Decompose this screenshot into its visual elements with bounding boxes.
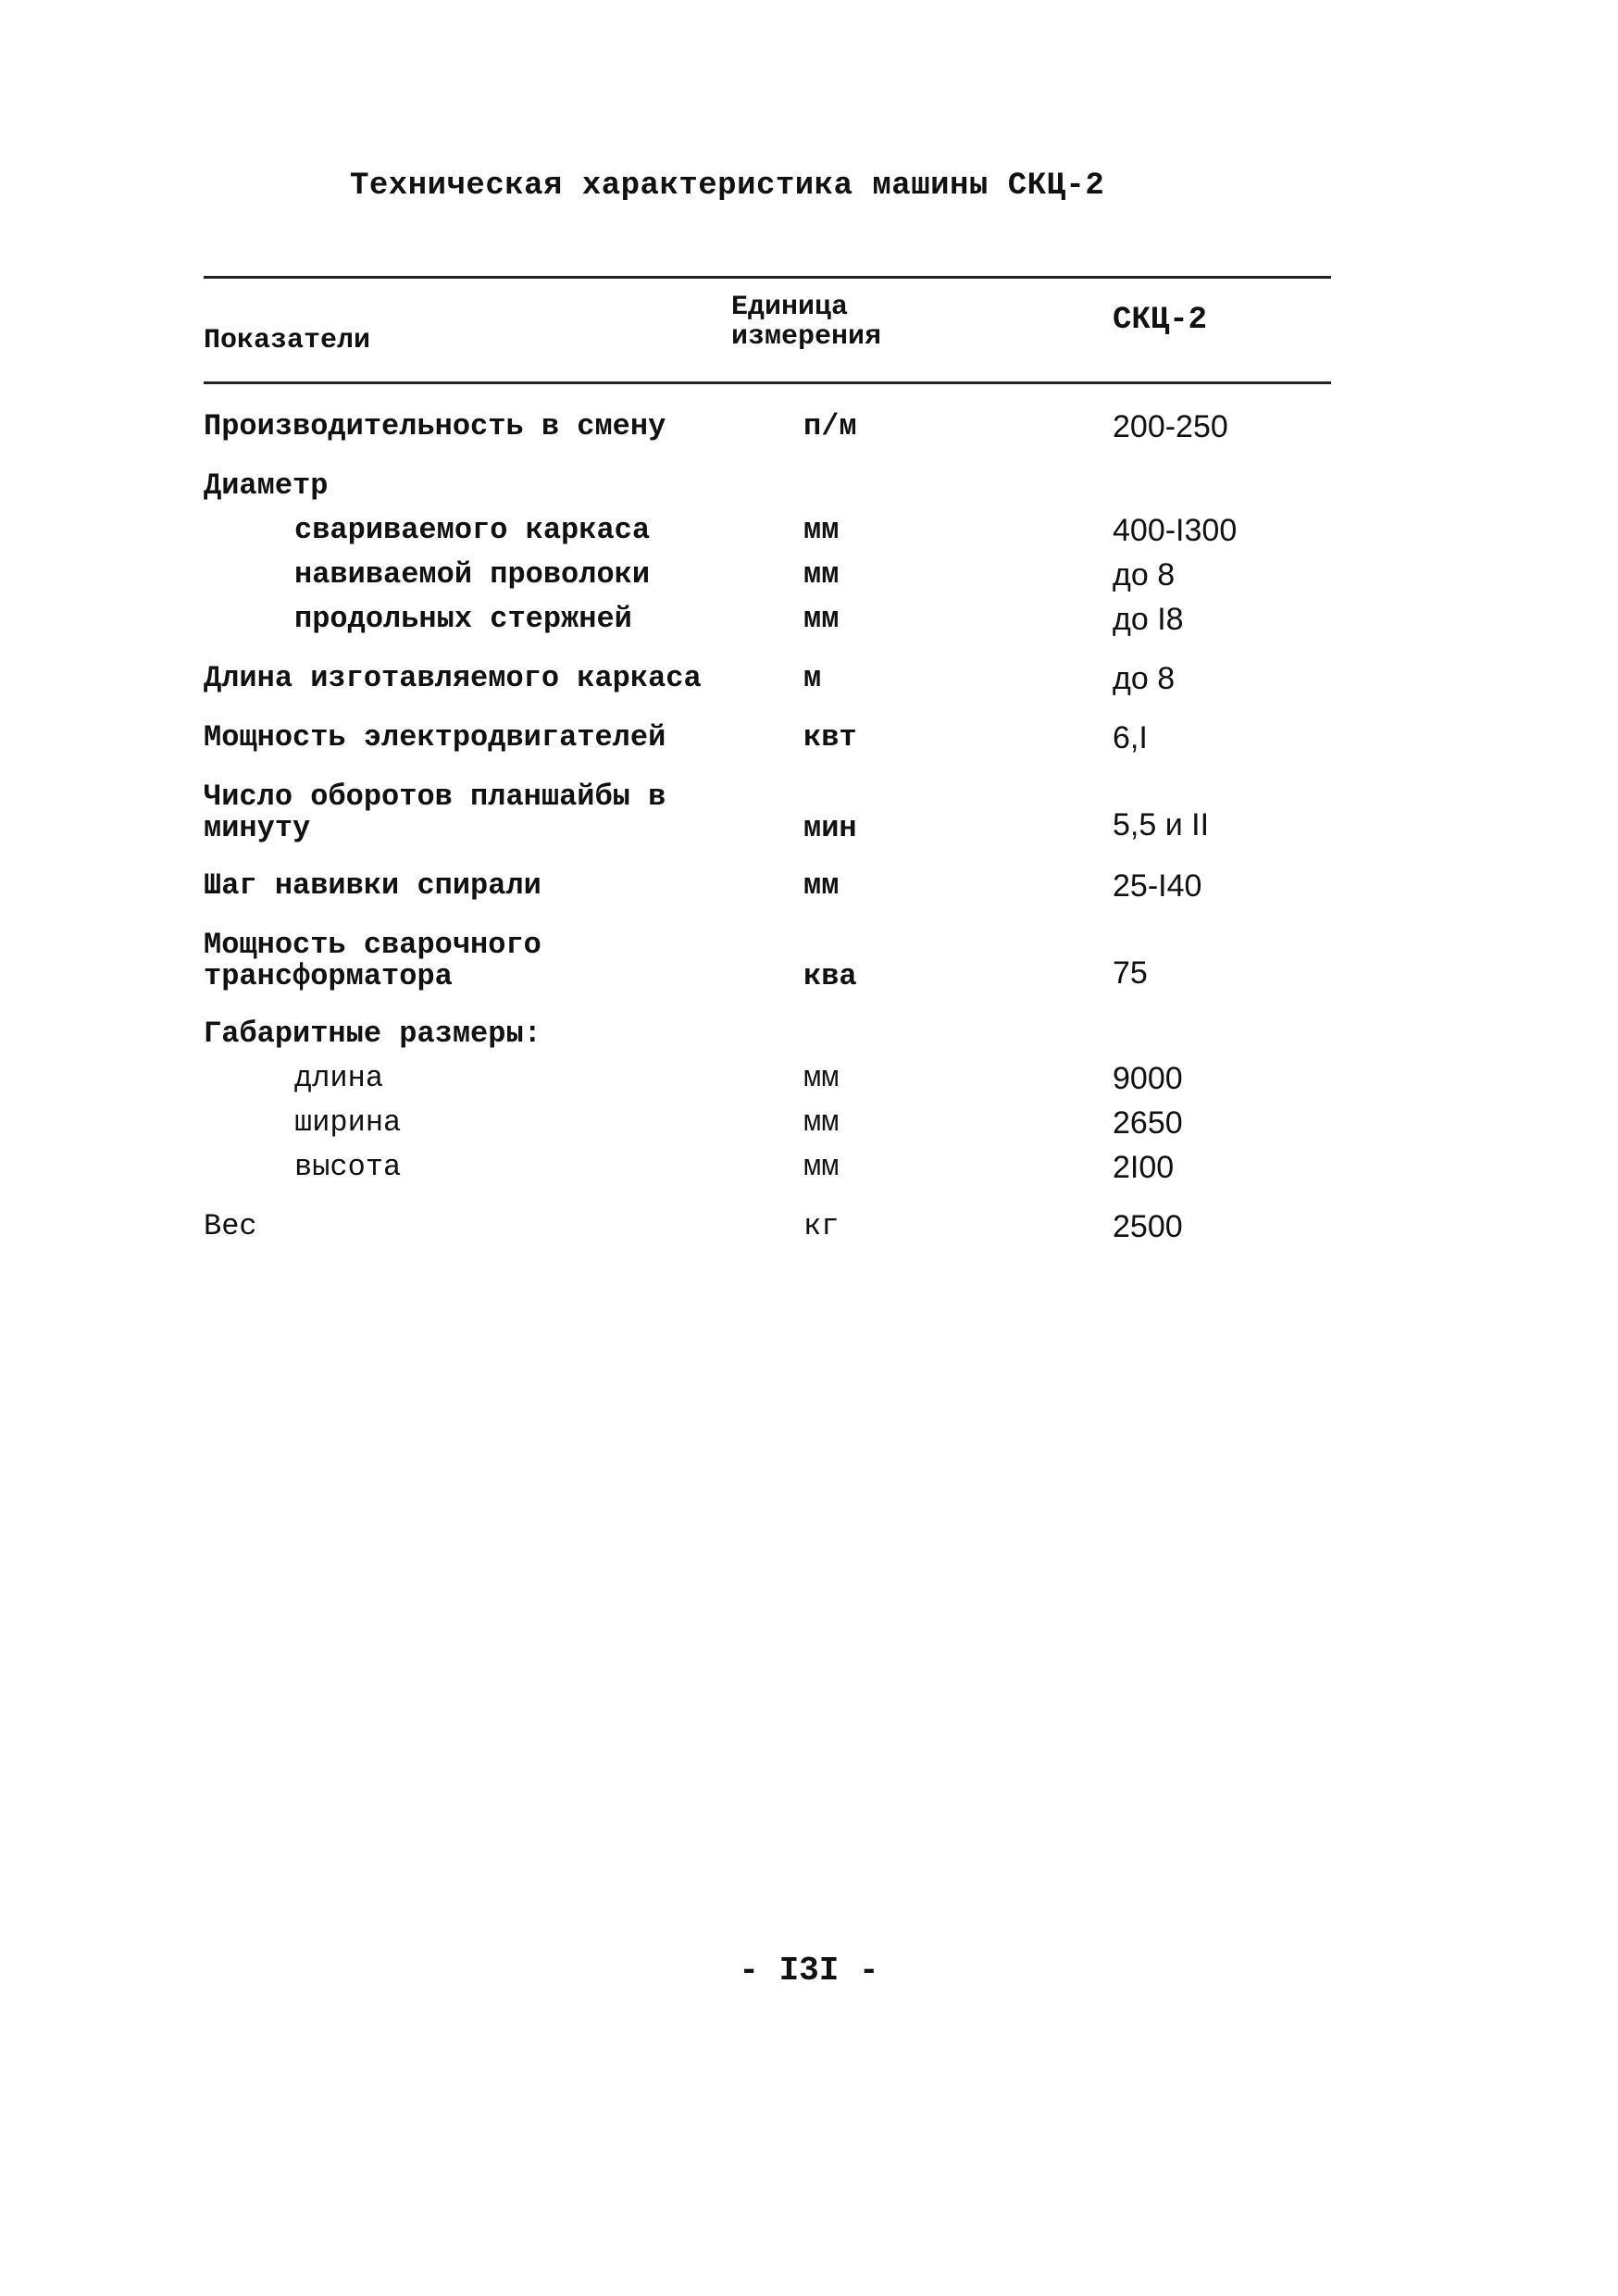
- row-unit: п/м: [803, 409, 857, 443]
- row-unit: мин: [803, 811, 857, 845]
- row-label: Мощность электродвигателей: [204, 720, 666, 755]
- row-value: 75: [1113, 955, 1148, 991]
- row-value: до 8: [1113, 661, 1176, 696]
- row-value: 6,I: [1113, 720, 1148, 755]
- row-unit: мм: [803, 557, 840, 592]
- row-unit: мм: [803, 1061, 840, 1095]
- row-label: навиваемой проволоки: [294, 557, 651, 592]
- row-value: 400-I300: [1113, 513, 1238, 548]
- row-value: 2650: [1113, 1105, 1183, 1141]
- page-number: - I3I -: [739, 1952, 879, 1990]
- header-indicators: Показатели: [204, 325, 371, 356]
- row-value: 200-250: [1113, 409, 1228, 444]
- row-label: Длина изготавляемого каркаса: [204, 661, 702, 695]
- row-unit: мм: [803, 513, 840, 547]
- row-unit: кг: [803, 1209, 840, 1243]
- row-label: свариваемого каркаса: [294, 513, 651, 547]
- row-value: 9000: [1113, 1061, 1183, 1096]
- row-unit: мм: [803, 1105, 840, 1140]
- row-label: высота: [294, 1150, 402, 1184]
- row-label: Мощность сварочного трансформатора: [204, 928, 541, 993]
- row-unit: мм: [803, 1150, 840, 1184]
- row-unit: м: [803, 661, 822, 695]
- row-value: 2I00: [1113, 1150, 1175, 1185]
- row-label: ширина: [294, 1105, 402, 1140]
- row-label: Диаметр: [204, 468, 329, 503]
- header-model: СКЦ-2: [1113, 303, 1208, 338]
- row-value: 25-I40: [1113, 868, 1202, 904]
- row-value: 2500: [1113, 1209, 1183, 1244]
- row-label: Габаритные размеры:: [204, 1017, 541, 1051]
- row-label: Шаг навивки спирали: [204, 868, 541, 903]
- row-unit: мм: [803, 602, 840, 636]
- row-value: 5,5 и II: [1113, 807, 1210, 842]
- row-value: до 8: [1113, 557, 1176, 593]
- header-unit: Единица измерения: [731, 292, 882, 353]
- row-label: продольных стержней: [294, 602, 632, 636]
- table-top-rule: [204, 276, 1331, 279]
- row-unit: мм: [803, 868, 840, 903]
- row-label: Производительность в смену: [204, 409, 666, 443]
- row-label: Число оборотов планшайбы в минуту: [204, 780, 666, 845]
- row-value: до I8: [1113, 602, 1184, 637]
- row-unit: ква: [803, 959, 857, 993]
- row-label: длина: [294, 1061, 384, 1095]
- row-unit: квт: [803, 720, 857, 755]
- page-title: Техническая характеристика машины СКЦ-2: [350, 168, 1105, 204]
- row-label: Вес: [204, 1209, 257, 1243]
- table-header-rule: [204, 381, 1331, 384]
